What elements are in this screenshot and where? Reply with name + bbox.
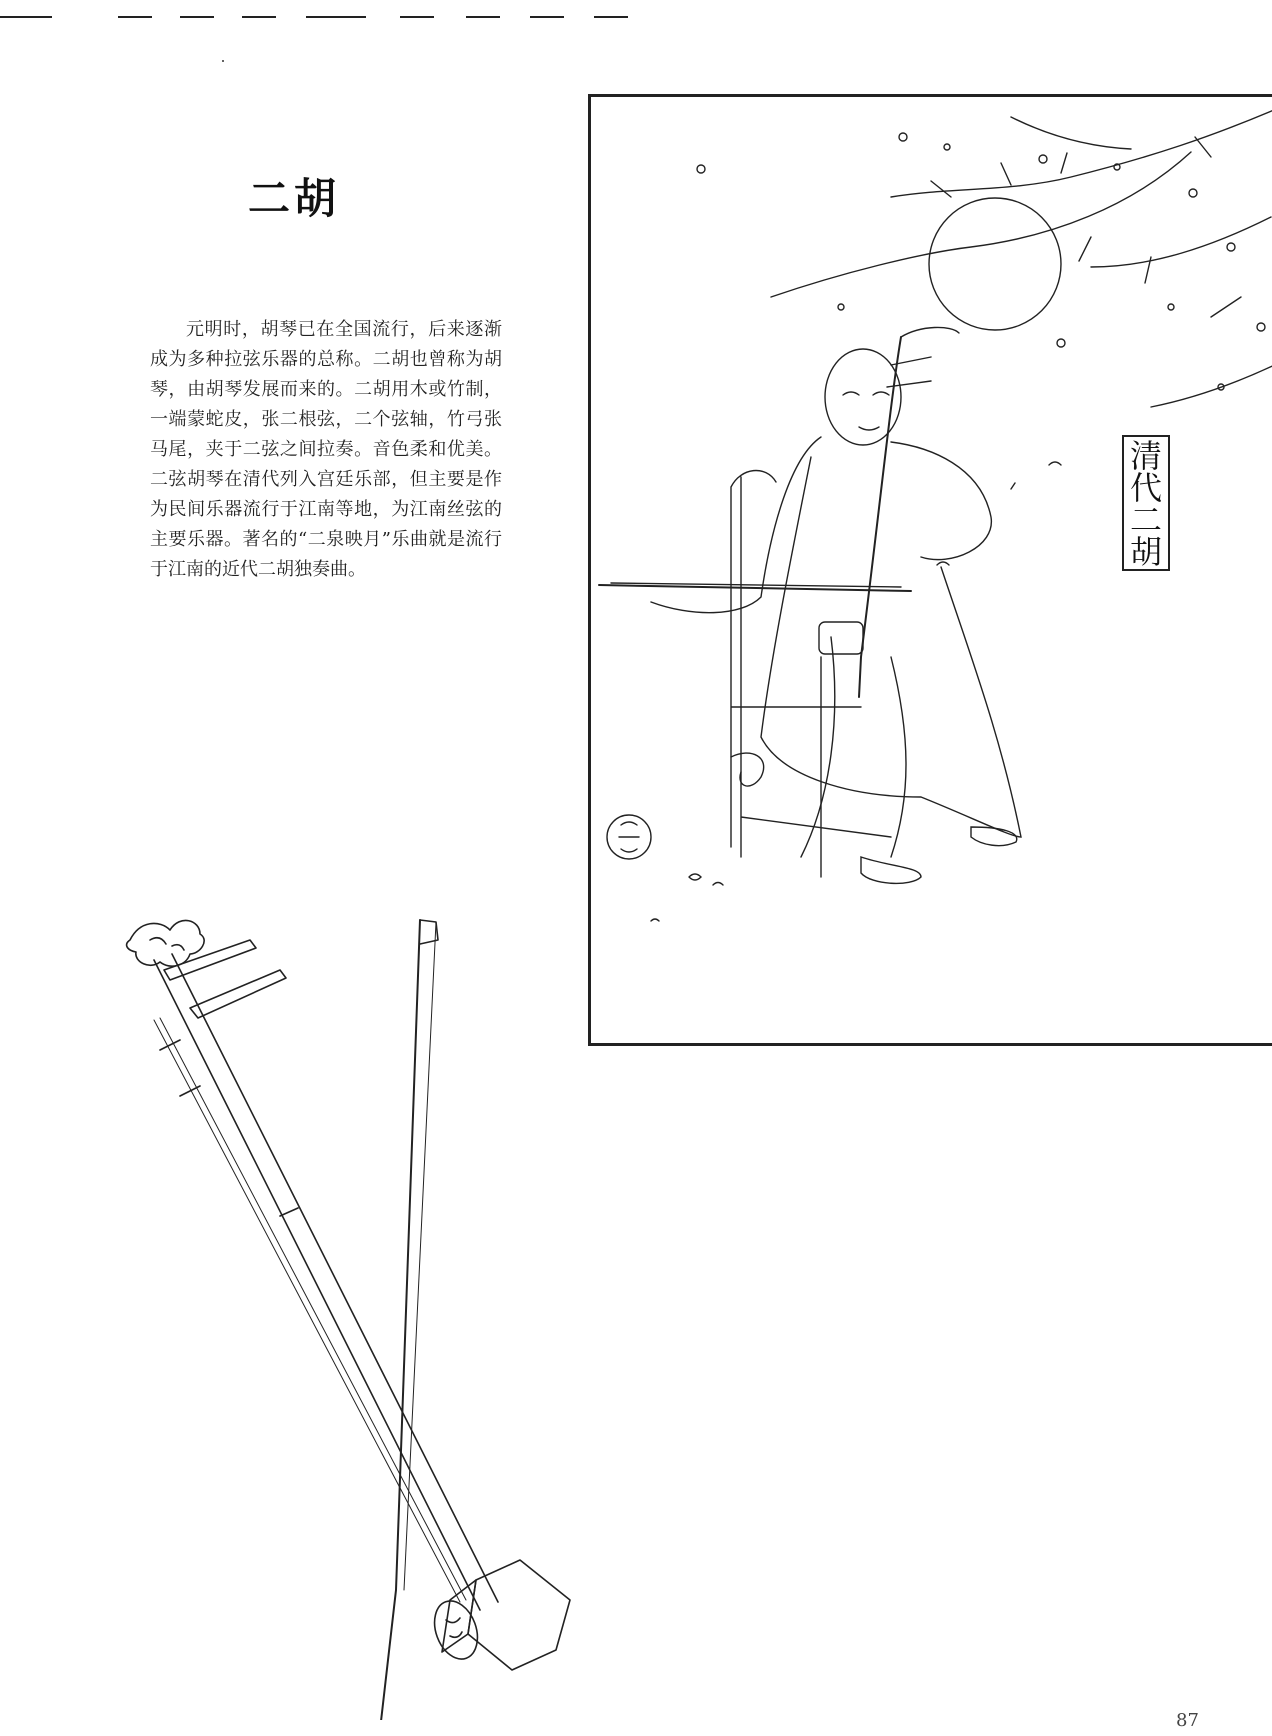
branch-shape [1091, 217, 1271, 267]
header-dashed-rule [0, 16, 630, 20]
robe-shape [761, 457, 1021, 837]
blossom-shapes [697, 133, 1265, 390]
erhu-head-shape [901, 327, 959, 337]
erhu-player-illustration [591, 97, 1272, 1049]
skin-pattern-shape [446, 1618, 462, 1637]
right-sleeve-shape [891, 442, 991, 560]
head-shape [825, 349, 901, 445]
illustration-caption: 清代二胡 [1122, 435, 1170, 571]
branch-shape [1011, 117, 1131, 149]
branch-shape [1151, 357, 1272, 407]
moon-shape [929, 198, 1061, 330]
print-speck [222, 60, 224, 62]
bow-stick-shape [380, 920, 420, 1720]
body-paragraph: 元明时，胡琴已在全国流行，后来逐渐成为多种拉弦乐器的总称。二胡也曾称为胡琴，由胡琴发展而来的。二胡用木或竹制，一端蒙蛇皮，张二根弦，二个弦轴，竹弓张马尾，夹于二弦之间拉奏。音色柔和优美。二弦胡琴在清代列入宫廷乐部，但主要是作为民间乐器流行于江南等地，为江南丝弦的主要乐器。著名的“二泉映月”乐曲就是流行于江南的近代二胡独奏曲。 [150, 319, 502, 580]
branch-shape [771, 152, 1191, 297]
erhu-detail-illustration [120, 900, 640, 1720]
shoe-shape [861, 857, 921, 883]
neck-shape [154, 954, 498, 1610]
chair-shape [731, 471, 891, 877]
snakeskin-face-shape [427, 1595, 485, 1665]
tuning-peg-shape [190, 970, 286, 1018]
strings-shape [154, 1018, 466, 1602]
erhu-body-shape [819, 622, 863, 654]
petal-shapes [651, 462, 1061, 921]
twig-shape [931, 137, 1241, 317]
erhu-neck-shape [859, 337, 901, 697]
carving-shape [150, 938, 184, 950]
seal-mark-shape [619, 822, 639, 852]
page-title: 二胡 [248, 174, 341, 223]
chair-scroll-shape [731, 753, 764, 786]
tuning-peg-shape [164, 940, 256, 980]
branch-shape [891, 107, 1272, 197]
robe-fold-shape [801, 637, 906, 857]
resonator-shape [468, 1560, 570, 1670]
erhu-instrument-drawing [120, 900, 640, 1720]
shoe-shape [971, 827, 1017, 846]
face-shape [843, 392, 889, 430]
page-number: 87 [1176, 1710, 1199, 1731]
